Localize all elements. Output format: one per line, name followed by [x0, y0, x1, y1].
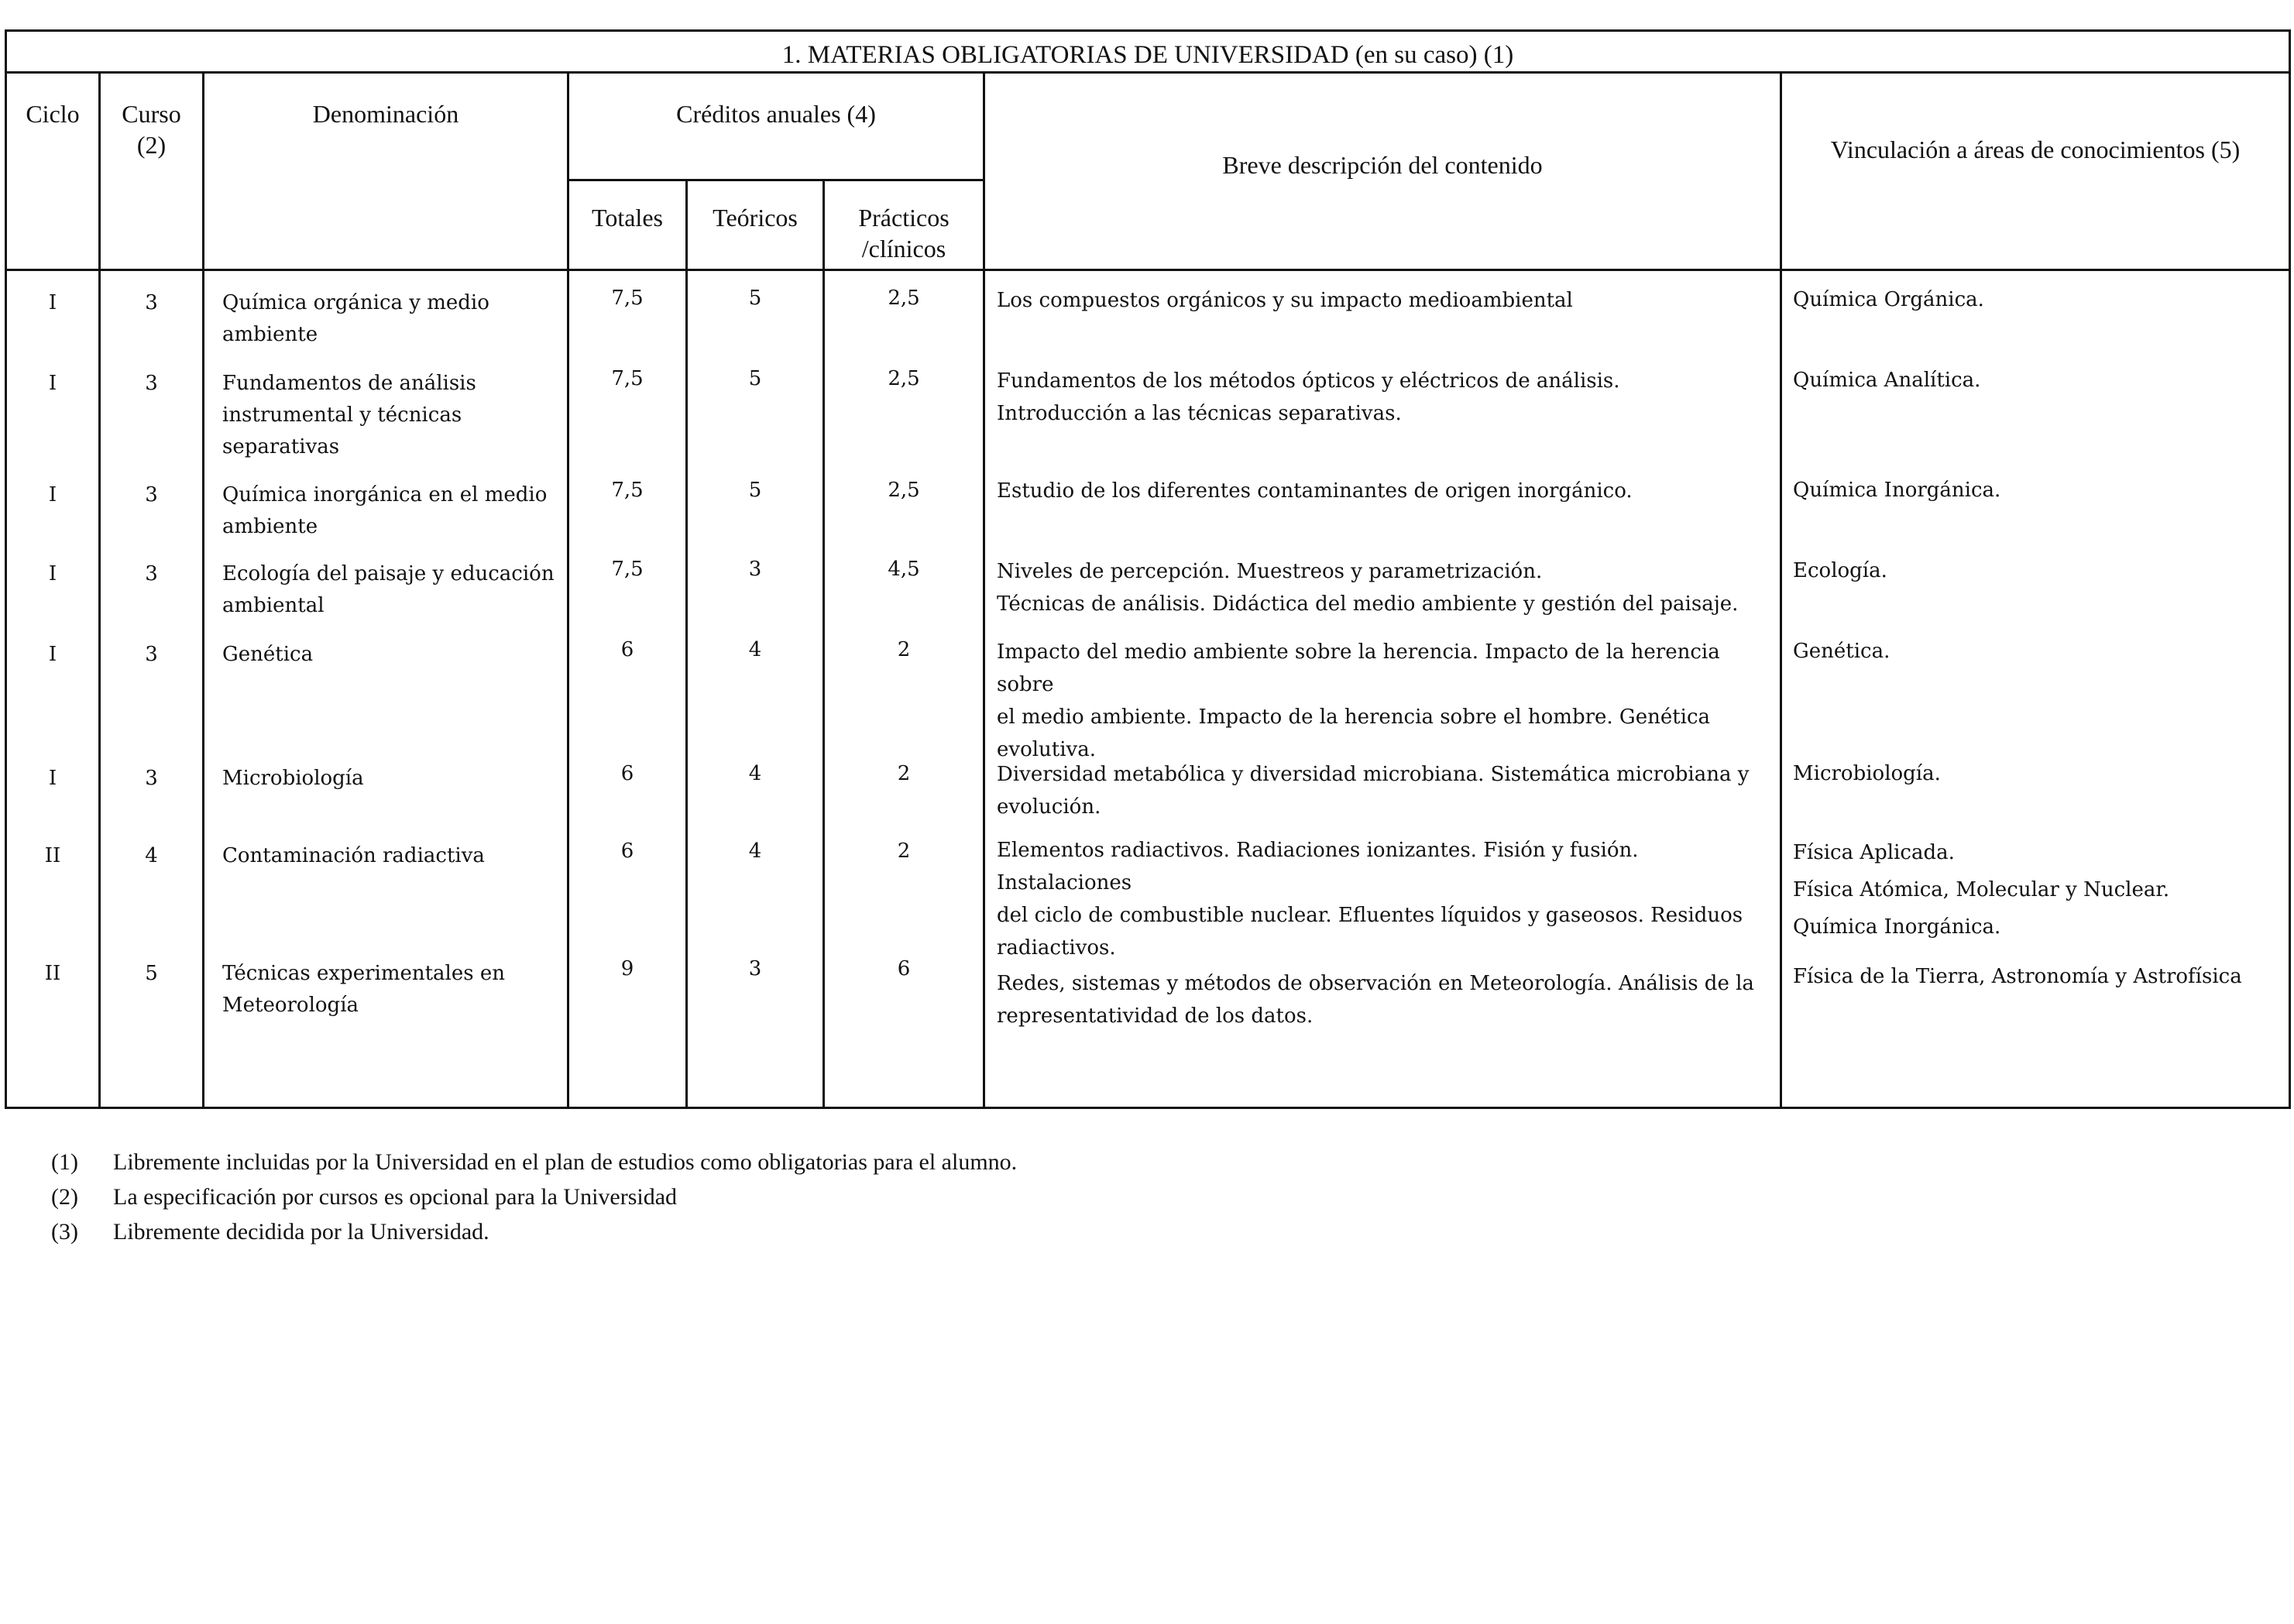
descripcion-line: Diversidad metabólica y diversidad microbiana. Sistemática microbiana y: [997, 763, 1750, 786]
footnote-text: Libremente incluidas por la Universidad en el plan de estudios como obligatorias para el alumno.: [113, 1149, 1018, 1175]
header-practicos: [825, 202, 983, 264]
cell-descripcion: [997, 365, 1771, 430]
cell-denominacion: [222, 558, 563, 622]
cell-descripcion: [997, 758, 1771, 823]
cell-teoricos: 4: [748, 638, 762, 661]
descripcion-line: Elementos radiactivos. Radiaciones ionizantes. Fisión y fusión. Instalaciones: [997, 839, 1639, 894]
denominacion-line: Fundamentos de análisis: [222, 372, 476, 395]
cell-totales: 6: [620, 762, 634, 785]
cell-denominacion: [222, 763, 563, 795]
cell-totales: 7,5: [611, 367, 644, 390]
cell-denominacion: [222, 479, 563, 543]
descripcion-line: Niveles de percepción. Muestreos y parametrización.: [997, 560, 1543, 583]
cell-practicos: 2,5: [888, 287, 920, 310]
table-title: 1. MATERIAS OBLIGATORIAS DE UNIVERSIDAD (en su caso) (1): [7, 32, 2289, 74]
cell-vinculacion: [1793, 834, 2281, 946]
cell-denominacion: [222, 840, 563, 872]
descripcion-line: Redes, sistemas y métodos de observación en Meteorología. Análisis de la: [997, 972, 1754, 995]
denominacion-line: Ecología del paisaje y educación: [222, 562, 555, 585]
footnote-mark: (1): [51, 1149, 78, 1175]
descripcion-line: del ciclo de combustible nuclear. Efluentes líquidos y gaseosos. Residuos: [997, 904, 1743, 927]
cell-practicos: 2: [897, 638, 911, 661]
cell-descripcion: [997, 636, 1771, 766]
cell-vinculacion: [1793, 475, 2281, 506]
vinculacion-line: Química Orgánica.: [1793, 288, 1984, 311]
denominacion-line: ambiente: [222, 323, 318, 346]
cell-vinculacion: [1793, 961, 2281, 993]
descripcion-line: radiactivos.: [997, 936, 1116, 960]
cell-practicos: 2,5: [888, 367, 920, 390]
footnote-text: Libremente decidida por la Universidad.: [113, 1219, 489, 1245]
vinculacion-line: Química Inorgánica.: [1793, 479, 2001, 502]
cell-vinculacion: [1793, 758, 2281, 790]
header-vinculacion: Vinculación a áreas de conocimientos (5): [1830, 136, 2241, 163]
footnotes: [51, 1145, 1017, 1249]
cell-denominacion: [222, 639, 563, 671]
descripcion-line: Introducción a las técnicas separativas.: [997, 402, 1402, 425]
descripcion-line: Estudio de los diferentes contaminantes de origen inorgánico.: [997, 479, 1633, 503]
cell-teoricos: 3: [748, 957, 762, 980]
cell-practicos: 2: [897, 839, 911, 863]
cell-vinculacion: [1793, 365, 2281, 397]
footnote-text: La especificación por cursos es opcional para la Universidad: [113, 1184, 678, 1210]
denominacion-line: Microbiología: [222, 767, 364, 790]
cell-descripcion: [997, 967, 1771, 1032]
cell-practicos: 6: [897, 957, 911, 980]
cell-curso: 3: [145, 291, 158, 314]
denominacion-line: Química orgánica y medio: [222, 291, 489, 314]
col-divider: [983, 74, 985, 1108]
cell-curso: 5: [145, 962, 158, 985]
denominacion-line: Genética: [222, 643, 314, 666]
denominacion-line: Contaminación radiactiva: [222, 844, 485, 867]
cell-curso: 3: [145, 562, 158, 585]
cell-ciclo: I: [48, 643, 57, 666]
vinculacion-line: Física de la Tierra, Astronomía y Astrofísica: [1793, 965, 2242, 988]
cell-vinculacion: [1793, 284, 2281, 316]
footnote-mark: (2): [51, 1184, 78, 1210]
cell-denominacion: [222, 958, 563, 1021]
cell-teoricos: 5: [748, 367, 762, 390]
denominacion-line: separativas: [222, 435, 340, 458]
header-teoricos: Teóricos: [713, 204, 798, 232]
descripcion-line: el medio ambiente. Impacto de la herencia sobre el hombre. Genética: [997, 706, 1711, 729]
header-curso-label: Curso: [122, 100, 181, 128]
descripcion-line: evolutiva.: [997, 738, 1097, 761]
denominacion-line: instrumental y técnicas: [222, 403, 462, 427]
cell-denominacion: [222, 287, 563, 351]
header-descripcion: Breve descripción del contenido: [1222, 151, 1543, 179]
cell-ciclo: I: [48, 291, 57, 314]
cell-ciclo: II: [44, 844, 61, 867]
descripcion-line: Los compuestos orgánicos y su impacto medioambiental: [997, 289, 1573, 312]
cell-ciclo: I: [48, 562, 57, 585]
descripcion-line: representatividad de los datos.: [997, 1004, 1314, 1028]
vinculacion-line: Ecología.: [1793, 559, 1887, 582]
header-ciclo: Ciclo: [26, 100, 80, 128]
cell-totales: 6: [620, 638, 634, 661]
cell-curso: 3: [145, 643, 158, 666]
cell-totales: 7,5: [611, 479, 644, 502]
header-creditos: Créditos anuales (4): [676, 100, 876, 128]
cell-teoricos: 4: [748, 839, 762, 863]
footnote: [51, 1179, 1017, 1214]
cell-descripcion: [997, 555, 1771, 620]
vinculacion-line: Química Analítica.: [1793, 369, 1981, 392]
footnote-mark: (3): [51, 1219, 78, 1245]
denominacion-line: Química inorgánica en el medio: [222, 483, 548, 506]
subjects-table: [5, 29, 2291, 1109]
cell-vinculacion: [1793, 636, 2281, 668]
cell-curso: 3: [145, 372, 158, 395]
header-practicos-line2: /clínicos: [861, 235, 946, 263]
descripcion-line: evolución.: [997, 795, 1101, 819]
cell-totales: 7,5: [611, 287, 644, 310]
cell-curso: 3: [145, 767, 158, 790]
header-curso-note: (2): [136, 131, 167, 159]
header-practicos-line1: Prácticos: [858, 204, 950, 232]
cell-teoricos: 5: [748, 479, 762, 502]
descripcion-line: Fundamentos de los métodos ópticos y eléctricos de análisis.: [997, 369, 1620, 393]
cell-practicos: 2,5: [888, 479, 920, 502]
denominacion-line: Meteorología: [222, 994, 359, 1017]
cell-teoricos: 4: [748, 762, 762, 785]
footnote: [51, 1214, 1017, 1249]
cell-totales: 9: [620, 957, 634, 980]
denominacion-line: ambiente: [222, 515, 318, 538]
vinculacion-line: Química Inorgánica.: [1793, 915, 2001, 939]
vinculacion-line: Física Aplicada.: [1793, 841, 1955, 864]
cell-curso: 3: [145, 483, 158, 506]
footnote: [51, 1145, 1017, 1179]
cell-teoricos: 5: [748, 287, 762, 310]
cell-curso: 4: [145, 844, 158, 867]
col-divider: [202, 74, 204, 1108]
cell-descripcion: [997, 834, 1771, 964]
descripcion-line: Impacto del medio ambiente sobre la herencia. Impacto de la herencia sobre: [997, 640, 1720, 696]
descripcion-line: Técnicas de análisis. Didáctica del medio ambiente y gestión del paisaje.: [997, 592, 1739, 616]
col-divider: [1780, 74, 1782, 1108]
credits-subheader-rule: [569, 179, 985, 181]
denominacion-line: ambiental: [222, 594, 325, 617]
cell-ciclo: I: [48, 483, 57, 506]
cell-ciclo: II: [44, 962, 61, 985]
cell-ciclo: I: [48, 372, 57, 395]
col-divider: [98, 74, 101, 1108]
cell-practicos: 4,5: [888, 558, 920, 581]
cell-descripcion: [997, 284, 1771, 317]
cell-totales: 6: [620, 839, 634, 863]
header-denominacion: Denominación: [312, 100, 459, 128]
header-totales: Totales: [592, 204, 663, 232]
header-curso: [101, 98, 202, 160]
vinculacion-line: Física Atómica, Molecular y Nuclear.: [1793, 878, 2170, 901]
header-bottom-rule: [7, 269, 2289, 271]
cell-denominacion: [222, 368, 563, 463]
cell-ciclo: I: [48, 767, 57, 790]
cell-practicos: 2: [897, 762, 911, 785]
cell-vinculacion: [1793, 555, 2281, 587]
cell-teoricos: 3: [748, 558, 762, 581]
vinculacion-line: Microbiología.: [1793, 762, 1941, 785]
cell-descripcion: [997, 475, 1771, 507]
cell-totales: 7,5: [611, 558, 644, 581]
vinculacion-line: Genética.: [1793, 640, 1890, 663]
denominacion-line: Técnicas experimentales en: [222, 962, 506, 985]
